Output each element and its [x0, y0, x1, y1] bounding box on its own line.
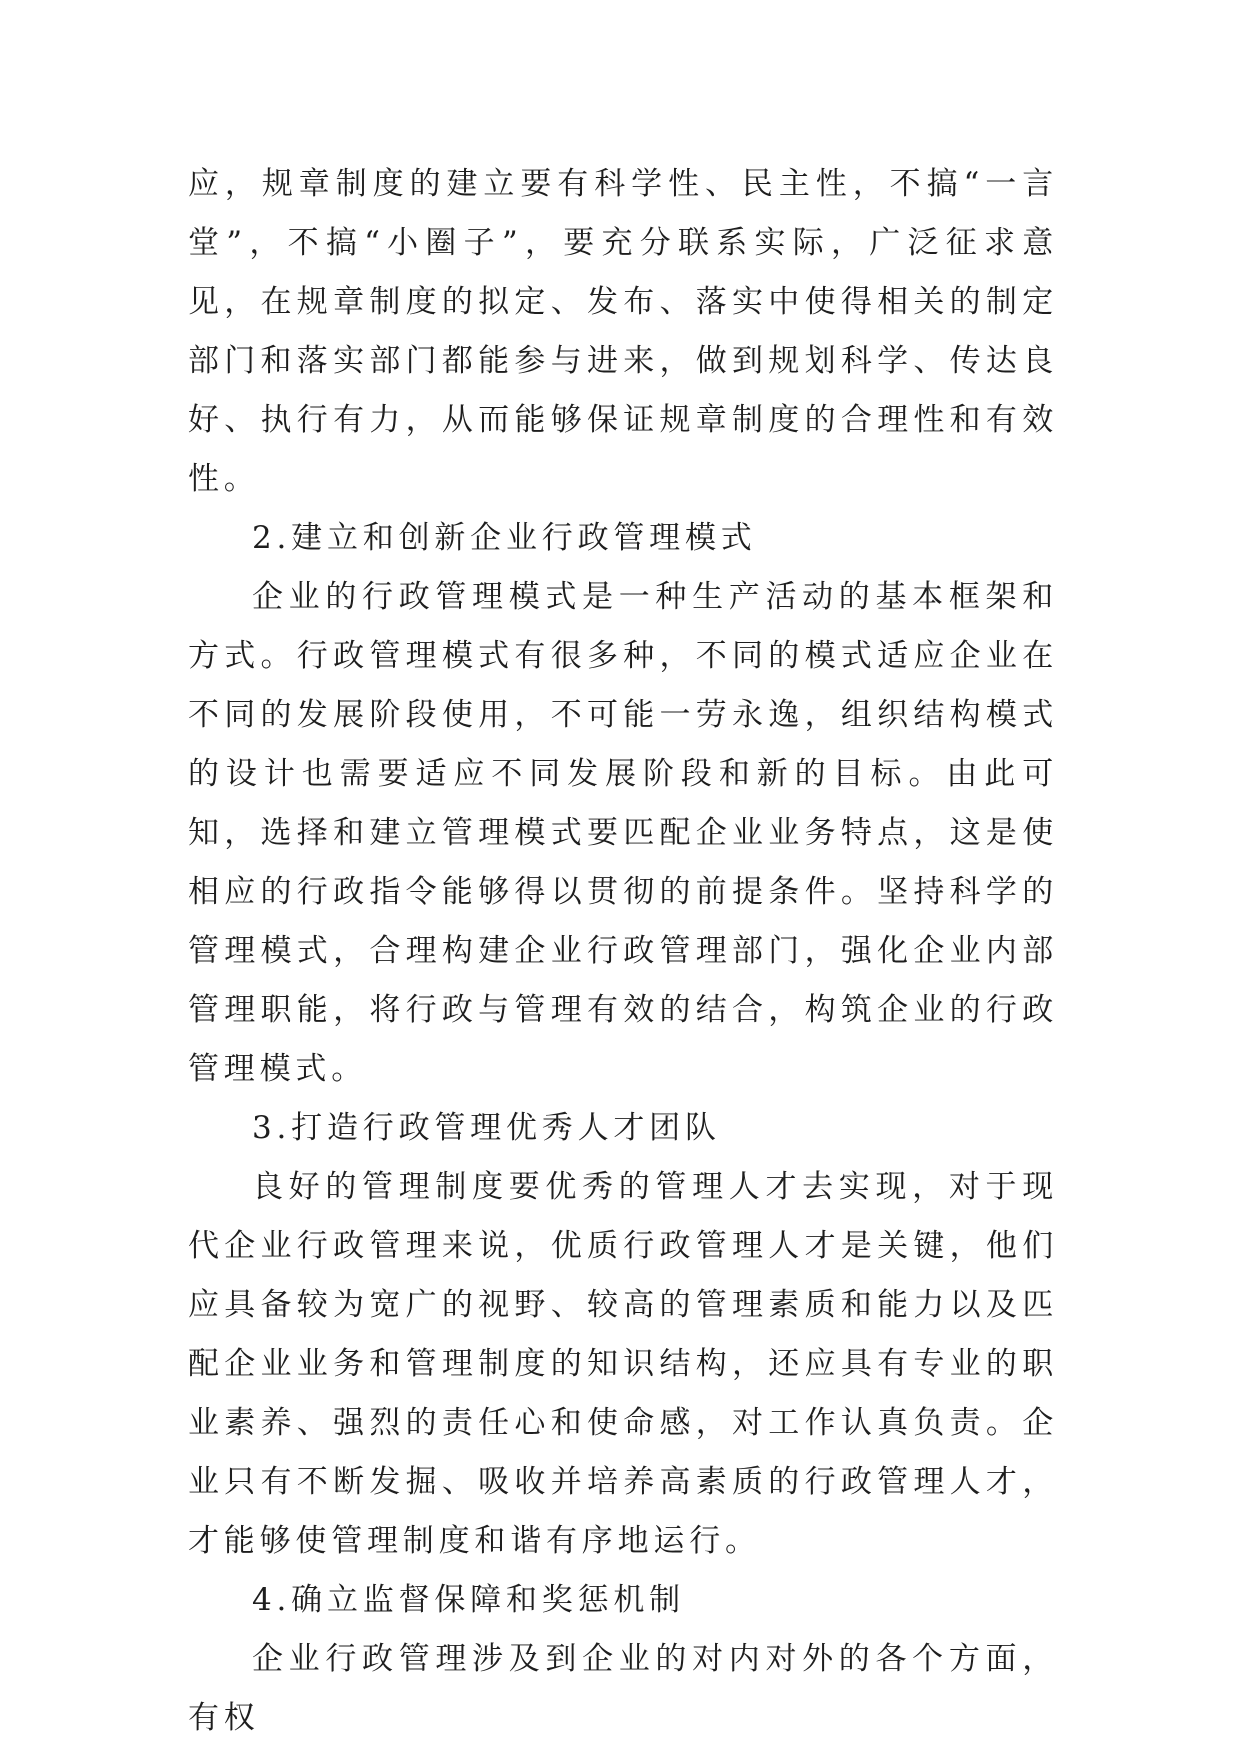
paragraph-management-mode: 企业的行政管理模式是一种生产活动的基本框架和方式。行政管理模式有很多种，不同的模式适应企业在不同的发展阶段使用，不可能一劳永逸，组织结构模式的设计也需要适应不同发展阶段和新的目标。由此可知，选择和建立管理模式要匹配企业业务特点，这是使相应的行政指令能够得以贯彻的前提条件。坚持科学的管理模式，合理构建企业行政管理部门，强化企业内部管理职能，将行政与管理有效的结合，构筑企业的行政管理模式。 [188, 579, 1058, 1087]
paragraph-talent-team: 良好的管理制度要优秀的管理人才去实现，对于现代企业行政管理来说，优质行政管理人才是关键，他们应具备较为宽广的视野、较高的管理素质和能力以及匹配企业业务和管理制度的知识结构，还应具有专业的职业素养、强烈的责任心和使命感，对工作认真负责。企业只有不断发掘、吸收并培养高素质的行政管理人才，才能够使管理制度和谐有序地运行。 [188, 1169, 1058, 1559]
section-heading-4: 4.确立监督保障和奖惩机制 [252, 1582, 685, 1618]
section-heading-2: 2.建立和创新企业行政管理模式 [252, 520, 757, 556]
document-body [188, 155, 1058, 1748]
paragraph-supervision: 企业行政管理涉及到企业的对内对外的各个方面，有权 [188, 1641, 1058, 1736]
paragraph-continuation: 应，规章制度的建立要有科学性、民主性，不搞“一言堂”，不搞“小圈子”，要充分联系实际，广泛征求意见，在规章制度的拟定、发布、落实中使得相关的制定部门和落实部门都能参与进来，做到规划科学、传达良好、执行有力，从而能够保证规章制度的合理性和有效性。 [188, 166, 1058, 497]
section-heading-3: 3.打造行政管理优秀人才团队 [252, 1110, 721, 1146]
